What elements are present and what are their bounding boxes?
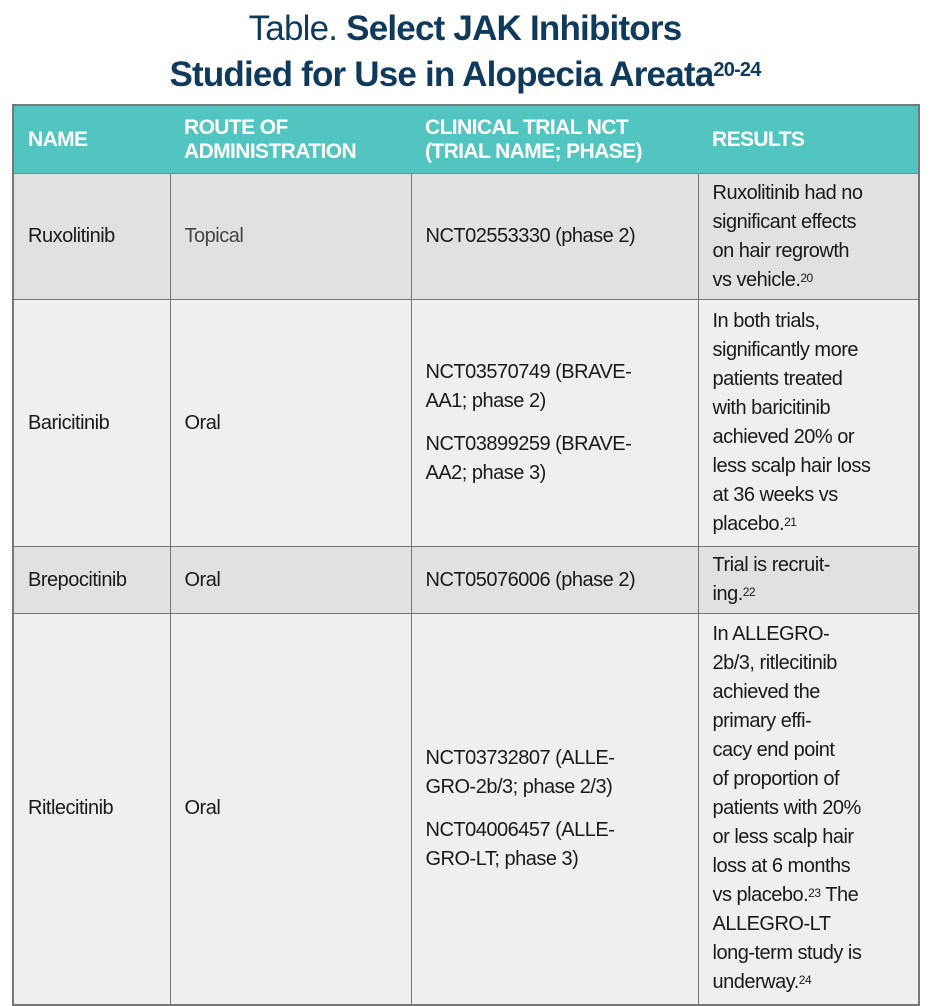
- results-line: [713, 678, 907, 707]
- results-line: [713, 649, 907, 678]
- route-of-administration: Oral: [170, 614, 411, 1005]
- results-line: [713, 208, 907, 237]
- trial-line: NCT04006457 (ALLE-: [425, 818, 615, 841]
- results-text: significantly more: [712, 339, 859, 361]
- results: [698, 174, 919, 300]
- results-text: 2b/3, ritlecitinib: [712, 652, 837, 675]
- results-text: ALLEGRO-LT: [712, 913, 831, 936]
- clinical-trials: [411, 614, 698, 1005]
- header-clinical-trial: CLINICAL TRIAL NCT (TRIAL NAME; PHASE): [411, 105, 698, 174]
- results-text: primary effi-: [712, 710, 812, 733]
- results-line: [713, 365, 907, 394]
- results-text: Ruxolitinib had no: [712, 181, 863, 204]
- drug-name: Baricitinib: [13, 300, 170, 547]
- results-text: underway.: [712, 971, 799, 994]
- route-of-administration: Oral: [170, 300, 411, 547]
- results-line: [713, 237, 907, 266]
- results-line: [713, 736, 907, 765]
- trial-line: NCT03570749 (BRAVE-: [425, 361, 632, 383]
- drug-name: Brepocitinib: [13, 547, 170, 614]
- trial-entry: [426, 430, 686, 488]
- results-line: [713, 620, 907, 649]
- results-text: or less scalp hair: [712, 826, 854, 849]
- results-line: [713, 881, 907, 910]
- trial-gap: [426, 416, 686, 430]
- results-text: loss at 6 months: [712, 855, 851, 878]
- header-name: NAME: [13, 105, 170, 174]
- trial-line: NCT03732807 (ALLE-: [425, 746, 615, 769]
- trial-entry: [426, 566, 686, 595]
- trial-line: NCT02553330 (phase 2): [425, 225, 636, 247]
- results-text: long-term study is: [712, 942, 862, 965]
- results-text: achieved 20% or: [712, 426, 854, 448]
- clinical-trials: [411, 174, 698, 300]
- results-text: placebo.: [712, 513, 785, 535]
- table-title-line-1: [0, 6, 930, 51]
- results-text: achieved the: [712, 681, 820, 704]
- table-label: Table.: [248, 9, 338, 48]
- reference-number: 23: [808, 886, 821, 901]
- trial-entry: [426, 358, 686, 416]
- results-line: [713, 551, 907, 580]
- header-route: ROUTE OF ADMINISTRATION: [170, 105, 411, 174]
- reference-number: 24: [798, 973, 812, 988]
- table-title-text: Select JAK Inhibitors: [346, 9, 682, 48]
- results: [698, 614, 919, 1005]
- results-line: [713, 266, 907, 295]
- table-row: [13, 614, 919, 1005]
- results-text: vs vehicle.: [712, 268, 801, 291]
- clinical-trials: [411, 300, 698, 547]
- table-row: [13, 174, 919, 300]
- results-line: [713, 510, 907, 539]
- results-line: [713, 794, 907, 823]
- results-text: on hair regrowth: [712, 239, 850, 262]
- trial-entry: [426, 816, 686, 874]
- table-row: [13, 547, 919, 614]
- results-line: [713, 336, 907, 365]
- route-of-administration: Topical: [170, 174, 411, 300]
- results-line: [713, 910, 907, 939]
- results-line: [713, 852, 907, 881]
- results: [698, 300, 919, 547]
- results-text: patients with 20%: [712, 797, 861, 820]
- trial-line: GRO-2b/3; phase 2/3): [425, 775, 613, 798]
- trial-entry: [426, 744, 686, 802]
- results-line: [713, 823, 907, 852]
- results-line: [713, 452, 907, 481]
- jak-inhibitors-table: [12, 104, 920, 1006]
- results-line: [713, 423, 907, 452]
- results-text: The: [820, 884, 859, 907]
- drug-name: Ritlecitinib: [13, 614, 170, 1005]
- route-of-administration: Oral: [170, 547, 411, 614]
- results-text: In both trials,: [712, 310, 820, 332]
- results-line: [713, 968, 907, 997]
- results-line: [713, 481, 907, 510]
- results-text: significant effects: [712, 210, 857, 233]
- results: [698, 547, 919, 614]
- results-line: [713, 939, 907, 968]
- reference-number: 21: [784, 515, 797, 529]
- results-text: In ALLEGRO-: [712, 623, 830, 646]
- results-line: [713, 307, 907, 336]
- trial-gap: [426, 802, 686, 816]
- clinical-trials: [411, 547, 698, 614]
- results-line: [713, 394, 907, 423]
- trial-line: AA1; phase 2): [425, 390, 546, 412]
- results-text: Trial is recruit-: [712, 554, 830, 576]
- table-title-text-2: Studied for Use in Alopecia Areata: [169, 55, 714, 94]
- results-line: [713, 707, 907, 736]
- drug-name: Ruxolitinib: [13, 174, 170, 300]
- table-row: [13, 300, 919, 547]
- results-text: vs placebo.: [712, 884, 809, 907]
- trial-line: GRO-LT; phase 3): [425, 847, 579, 870]
- results-text: patients treated: [712, 368, 843, 390]
- header-results: RESULTS: [698, 105, 919, 174]
- trial-line: NCT05076006 (phase 2): [425, 568, 636, 591]
- results-text: less scalp hair loss: [712, 455, 871, 477]
- title-references: 20-24: [713, 59, 761, 81]
- results-line: [713, 580, 907, 609]
- results-line: [713, 765, 907, 794]
- trial-entry: [426, 222, 686, 251]
- trial-line: AA2; phase 3): [425, 462, 546, 484]
- trial-line: NCT03899259 (BRAVE-: [425, 433, 632, 455]
- reference-number: 20: [800, 270, 813, 285]
- reference-number: 22: [742, 585, 756, 599]
- results-text: with baricitinib: [712, 397, 831, 419]
- results-text: ing.: [712, 583, 743, 605]
- results-line: [713, 179, 907, 208]
- results-text: cacy end point: [712, 739, 835, 762]
- header-row: [13, 105, 919, 174]
- results-text: of proportion of: [712, 768, 840, 791]
- results-text: at 36 weeks vs: [712, 484, 838, 506]
- table-title-line-2: [0, 52, 930, 97]
